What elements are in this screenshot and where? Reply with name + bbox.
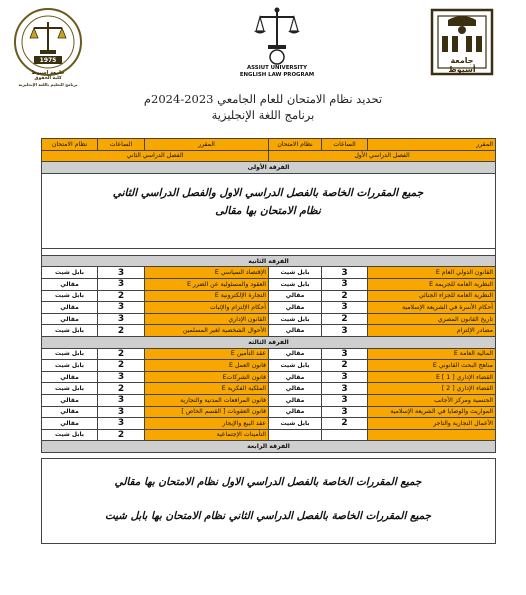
hours-first-cell: 3 — [322, 383, 368, 395]
exam-second-cell: مقالي — [42, 406, 98, 418]
course-first-cell: القانون الدولي العام E — [368, 267, 496, 279]
exam-first-cell: مقالي — [269, 290, 322, 302]
hours-second-cell: 2 — [98, 383, 145, 395]
exam-first-cell: بابل شيت — [269, 278, 322, 290]
year2-row — [42, 325, 496, 337]
year3-row — [42, 429, 496, 441]
exam-second-cell: مقالي — [42, 302, 98, 314]
exam-first-cell: مقالي — [269, 325, 322, 337]
hours-second-cell: 3 — [98, 267, 145, 279]
exam-second-cell: مقالي — [42, 371, 98, 383]
course-second-cell: قانون المرافعات المدنية والتجارية — [145, 394, 269, 406]
course-first-cell: مناهج البحث القانوني E — [368, 360, 496, 372]
logo-text-1: جامعة اسيوط — [31, 70, 65, 76]
exam-first-cell — [269, 429, 322, 441]
course-second-cell: قانون الشركاتE — [145, 371, 269, 383]
year4-note-line2: جميع المقررات الخاصة بالفصل الدراسي الثاني نظام الامتحان بها بابل شيت — [104, 510, 432, 522]
hours-first-cell: 3 — [322, 406, 368, 418]
exam-second-cell: مقالي — [42, 394, 98, 406]
course-second-cell: الإقتصاد السياسي E — [145, 267, 269, 279]
course-first-cell — [368, 429, 496, 441]
hours-second-cell: 3 — [98, 418, 145, 430]
hours-first-cell: 3 — [322, 348, 368, 360]
exam-second-cell: بابل شيت — [42, 325, 98, 337]
logo-year: 1975 — [39, 57, 57, 64]
course-first-cell: النظرية العامة للجريمة E — [368, 278, 496, 290]
faculty-of-law-logo — [12, 6, 84, 87]
exam-second-cell: بابل شيت — [42, 429, 98, 441]
table-header-row — [42, 139, 496, 151]
course-first-cell: الأعمال التجارية والتاجر — [368, 418, 496, 430]
course-first-cell: تاريخ القانون المصري — [368, 313, 496, 325]
year2-row — [42, 313, 496, 325]
year3-row — [42, 371, 496, 383]
year1-label: الفرقة الأولى — [42, 162, 496, 174]
year2-band — [42, 255, 496, 267]
course-second-cell: التأمينات الإجتماعية — [145, 429, 269, 441]
year2-rows — [42, 267, 496, 337]
year1-band — [42, 162, 496, 174]
exam-second-cell: بابل شيت — [42, 348, 98, 360]
course-second-cell: القانون الإداري — [145, 313, 269, 325]
course-second-cell: عقد التأمين E — [145, 348, 269, 360]
hours-second-cell: 3 — [98, 278, 145, 290]
year3-band — [42, 336, 496, 348]
semester-second: الفصل الدراسي الثاني — [42, 150, 269, 162]
year3-row — [42, 394, 496, 406]
center-logo-line2: ENGLISH LAW PROGRAM — [239, 72, 315, 78]
exam-second-cell: مقالي — [42, 418, 98, 430]
course-second-cell: قانون العقوبات [ القسم الخاص ] — [145, 406, 269, 418]
hours-first-cell: 2 — [322, 290, 368, 302]
exam-first-cell: بابل شيت — [269, 313, 322, 325]
exam-first-cell: مقالي — [269, 394, 322, 406]
hours-second-cell: 2 — [98, 348, 145, 360]
hours-second-cell: 2 — [98, 325, 145, 337]
year3-row — [42, 383, 496, 395]
logo-text-2: كلية الحقوق — [34, 76, 62, 81]
year3-row — [42, 360, 496, 372]
year3-row — [42, 406, 496, 418]
course-second-cell: عقد البيع والإيجار — [145, 418, 269, 430]
course-second-cell: الأحوال الشخصية لغير المسلمين — [145, 325, 269, 337]
hours-first-cell: 3 — [322, 371, 368, 383]
hours-first-cell: 3 — [322, 302, 368, 314]
course-first-cell: المالية العامة E — [368, 348, 496, 360]
hours-second-cell: 2 — [98, 360, 145, 372]
year1-note-line2: نظام الامتحان بها مقالى — [215, 205, 321, 217]
hours-second-cell: 3 — [98, 313, 145, 325]
col-exam-2: نظام الامتحان — [42, 139, 98, 151]
year3-row — [42, 418, 496, 430]
col-exam-1: نظام الامتحان — [269, 139, 322, 151]
col-course-1: المقرر — [368, 139, 496, 151]
year3-row — [42, 348, 496, 360]
hours-first-cell: 3 — [322, 267, 368, 279]
hours-second-cell: 3 — [98, 302, 145, 314]
right-logo-text: جامعة أسيوط — [448, 56, 476, 74]
year4-label: الفرقة الرابعة — [42, 441, 496, 453]
center-logo-line1: ASSIUT UNIVERSITY — [247, 65, 307, 71]
exam-second-cell: بابل شيت — [42, 360, 98, 372]
logo-text-3: برنامج التعليم باللغة الإنجليزية — [18, 82, 78, 87]
exam-second-cell: مقالي — [42, 278, 98, 290]
exam-first-cell: بابل شيت — [269, 360, 322, 372]
course-first-cell: القضاء الإداري [ 2 ] — [368, 383, 496, 395]
course-second-cell: أحكام الإلتزام والإثبات — [145, 302, 269, 314]
hours-second-cell: 2 — [98, 429, 145, 441]
exam-first-cell: مقالي — [269, 371, 322, 383]
spacer-row — [42, 248, 496, 255]
year2-row — [42, 278, 496, 290]
hours-first-cell: 2 — [322, 360, 368, 372]
english-law-program-logo — [239, 5, 315, 83]
exam-first-cell: بابل شيت — [269, 267, 322, 279]
year3-label: الفرقة الثالثة — [42, 336, 496, 348]
col-course-2: المقرر — [145, 139, 269, 151]
hours-second-cell: 2 — [98, 290, 145, 302]
course-first-cell: مصادر الإلتزام — [368, 325, 496, 337]
year4-note-box — [41, 458, 496, 544]
course-first-cell: الجنسية ومركز الأجانب — [368, 394, 496, 406]
hours-first-cell — [322, 429, 368, 441]
year2-row — [42, 290, 496, 302]
col-hours-1: الساعات — [322, 139, 368, 151]
semester-row — [42, 150, 496, 162]
exam-first-cell: بابل شيت — [269, 418, 322, 430]
exam-first-cell: مقالي — [269, 348, 322, 360]
hours-first-cell: 3 — [322, 394, 368, 406]
year4-band — [42, 441, 496, 453]
exam-system-table — [41, 138, 496, 453]
year4-note-line1: جميع المقررات الخاصة بالفصل الدراسي الاول نظام الامتحان بها مقالي — [114, 476, 422, 488]
col-hours-2: الساعات — [98, 139, 145, 151]
exam-first-cell: مقالي — [269, 302, 322, 314]
hours-second-cell: 3 — [98, 406, 145, 418]
year1-note-line1: جميع المقررات الخاصة بالفصل الدراسي الاول والفصل الدراسي الثاني — [112, 187, 424, 199]
course-second-cell: العقود والمسئولية عن الضرر E — [145, 278, 269, 290]
hours-second-cell: 3 — [98, 371, 145, 383]
assiut-university-logo — [428, 6, 496, 78]
year2-row — [42, 302, 496, 314]
year2-label: الفرقة الثانية — [42, 255, 496, 267]
semester-first: الفصل الدراسي الأول — [269, 150, 496, 162]
year2-row — [42, 267, 496, 279]
course-first-cell: أحكام الأسرة في الشريعة الإسلامية — [368, 302, 496, 314]
exam-second-cell: بابل شيت — [42, 267, 98, 279]
course-first-cell: المواريث والوصايا في الشريعة الإسلامية — [368, 406, 496, 418]
course-first-cell: القضاء الإداري [ 1 ] E — [368, 371, 496, 383]
course-first-cell: النظرية العامة للجزاء الجنائي — [368, 290, 496, 302]
hours-second-cell: 3 — [98, 394, 145, 406]
course-second-cell: قانون العمل E — [145, 360, 269, 372]
course-second-cell: التجارة الإلكترونية E — [145, 290, 269, 302]
exam-second-cell: بابل شيت — [42, 290, 98, 302]
hours-first-cell: 3 — [322, 325, 368, 337]
page-title: تحديد نظام الامتحان للعام الجامعي 2023-2024م — [143, 92, 383, 106]
page-subtitle: برنامج اللغة الإنجليزية — [211, 108, 315, 122]
exam-first-cell: مقالي — [269, 383, 322, 395]
course-second-cell: الملكية الفكرية E — [145, 383, 269, 395]
exam-first-cell: مقالي — [269, 406, 322, 418]
hours-first-cell: 2 — [322, 313, 368, 325]
hours-first-cell: 2 — [322, 418, 368, 430]
year3-rows — [42, 348, 496, 441]
exam-second-cell: مقالي — [42, 313, 98, 325]
hours-first-cell: 3 — [322, 278, 368, 290]
exam-second-cell: بابل شيت — [42, 383, 98, 395]
